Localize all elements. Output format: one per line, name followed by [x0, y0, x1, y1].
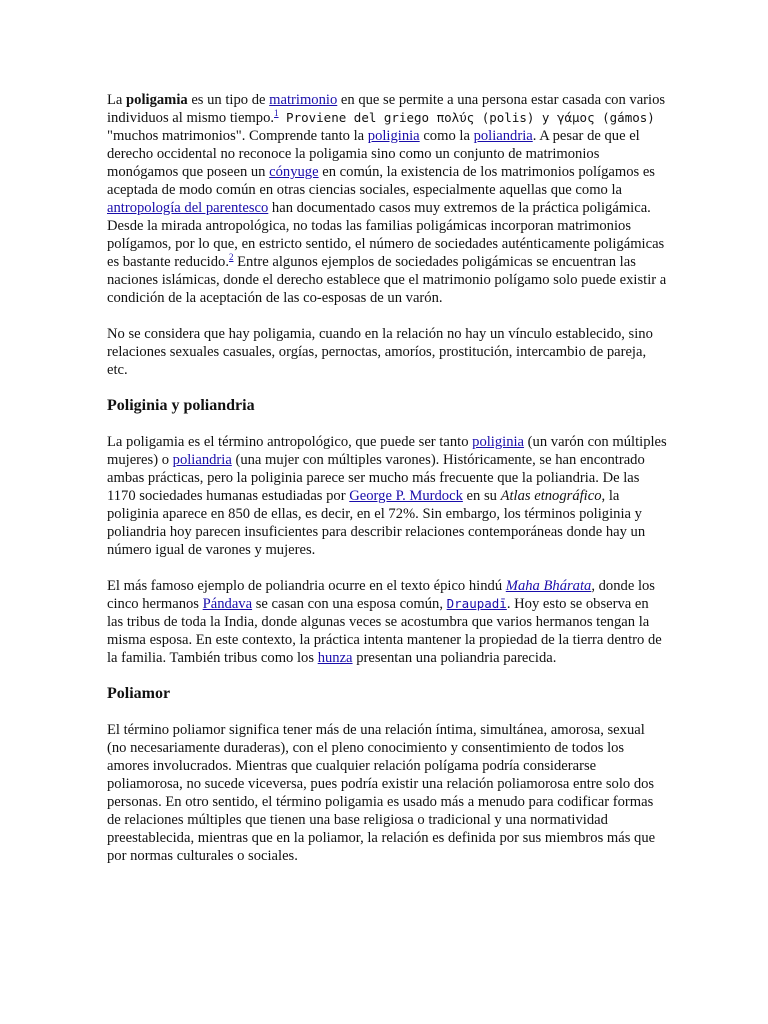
text-run: (una mujer con múltiples varones). Históricamente, se han encontrado ambas prácticas, pero la poliginia parece ser mucho más frecuente que la poliandria. De las 1170 sociedades humanas estudiadas por	[107, 452, 645, 504]
text-run: en su	[462, 488, 501, 504]
text-run: en que se permite a una persona estar casada con varios individuos al mismo tiempo.	[107, 92, 666, 126]
link-poliginia[interactable]: poliginia	[472, 434, 525, 450]
link-george-murdock[interactable]: George P. Murdock	[349, 488, 463, 504]
poliandria-example-paragraph	[107, 577, 667, 667]
text-run: . A pesar de que el derecho occidental no reconoce la poligamia sino como un conjunto de matrimonios monógamos que poseen un	[107, 128, 640, 180]
link-hunza[interactable]: hunza	[317, 650, 353, 666]
text-run: , donde los cinco hermanos	[107, 578, 655, 612]
text-run: han documentado casos muy extremos de la práctica poligámica. Desde la mirada antropológica, no todas las familias poligámicas incorporan matrimonios polígamos, por lo que, en estricto sentido, el número de sociedades auténticamente poligámicas es bastante reducido.	[107, 200, 665, 270]
text-run: "muchos matrimonios". Comprende tanto la	[107, 128, 368, 144]
text-run: es un tipo de	[187, 92, 270, 108]
link-poliandria[interactable]: poliandria	[172, 452, 232, 468]
text-run: se casan con una esposa común,	[252, 596, 447, 612]
text-run: , la poliginia aparece en 850 de ellas, es decir, en el 72%. Sin embargo, los términos poliginia y poliandria hoy parecen insuficientes para describir relaciones contemporáneas donde hay un número igual de varones y mujeres.	[107, 488, 646, 558]
definition-paragraph: No se considera que hay poligamia, cuando en la relación no hay un vínculo establecido, sino relaciones sexuales casuales, orgías, pernoctas, amoríos, prostitución, intercambio de pareja, etc.	[107, 326, 653, 378]
link-antropologia-parentesco[interactable]: antropología del parentesco	[107, 200, 269, 216]
text-run: El más famoso ejemplo de poliandria ocurre en el texto épico hindú	[107, 578, 506, 594]
text-run: La	[107, 92, 127, 108]
link-poliginia[interactable]: poliginia	[367, 128, 420, 144]
greek-etymology: Proviene del griego πολύς (polis) y γάμος (gámos)	[278, 110, 655, 125]
italic-atlas-etnografico: Atlas etnográfico	[500, 488, 602, 504]
link-poliandria[interactable]: poliandria	[473, 128, 533, 144]
poliamor-paragraph: El término poliamor significa tener más de una relación íntima, simultánea, amorosa, sexual (no necesariamente duraderas), con el pleno conocimiento y consentimiento de todos los amores involucrados. Mientras que cualquier relación polígama podría considerarse poliamorosa, no sucede viceversa, pues podría existir una relación poliamorosa entre solo dos personas. En otro sentido, el término poligamia es usado más a menudo para codificar formas de relaciones múltiples que tienen una base religiosa o tradicional y una normatividad preestablecida, mientras que en la poliamor, la relación es definida por sus miembros más que por normas culturales o sociales.	[107, 722, 656, 864]
text-run: en común, la existencia de los matrimonios polígamos es aceptada de modo común en otras ciencias sociales, especialmente aquellas que como la	[107, 164, 655, 198]
text-run: La poligamia es el término antropológico, que puede ser tanto	[107, 434, 473, 450]
text-run: (un varón con múltiples mujeres) o	[107, 434, 667, 468]
text-run: . Hoy esto se observa en las tribus de toda la India, donde algunas veces se acostumbra que varios hermanos tengan la misma esposa. En este contexto, la práctica intenta mantener la propiedad de la tierra dentro de la familia. También tribus como los	[107, 596, 662, 666]
link-pandava[interactable]: Pándava	[202, 596, 253, 612]
link-maha-bharata[interactable]: Maha Bhárata	[505, 578, 592, 594]
section-heading-poliamor: Poliamor	[107, 685, 171, 702]
intro-paragraph	[107, 91, 667, 307]
link-draupadi[interactable]: Draupadī	[446, 596, 507, 611]
text-run: presentan una poliandria parecida.	[352, 650, 557, 666]
footnote-ref-1[interactable]: 1	[274, 108, 279, 118]
link-matrimonio[interactable]: matrimonio	[269, 92, 338, 108]
section-heading-poliginia: Poliginia y poliandria	[107, 397, 255, 414]
text-run: como la	[419, 128, 474, 144]
bold-term-poligamia: poligamia	[126, 92, 188, 108]
document-page	[107, 91, 667, 865]
link-conyuge[interactable]: cónyuge	[269, 164, 319, 180]
footnote-ref-2[interactable]: 2	[228, 252, 234, 262]
poliginia-paragraph	[107, 433, 667, 559]
text-run: Entre algunos ejemplos de sociedades poligámicas se encuentran las naciones islámicas, donde el derecho establece que el matrimonio polígamo solo puede existir a condición de la aceptación de las co-esposas de un varón.	[107, 254, 667, 306]
